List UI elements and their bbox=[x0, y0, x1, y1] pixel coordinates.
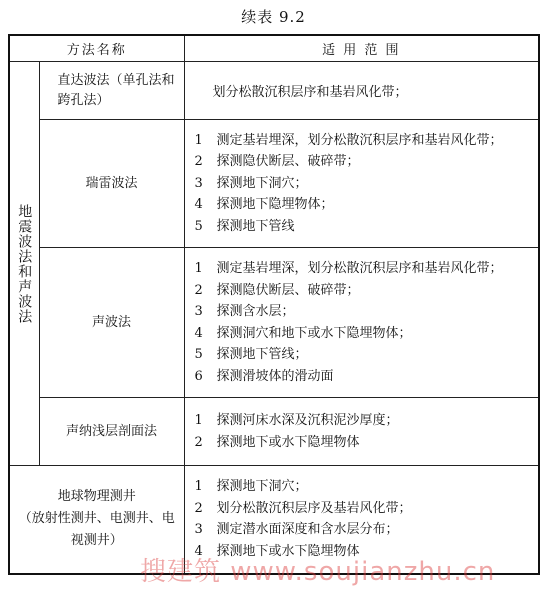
methods-table bbox=[8, 34, 540, 575]
header-method: 方法名称 bbox=[9, 35, 184, 62]
use-line: 4 探测地下隐埋物体； bbox=[194, 197, 334, 213]
uses-cell bbox=[184, 120, 539, 248]
use-line: 1 探测地下洞穴； bbox=[194, 479, 308, 495]
use-line: 1 探测河床水深及沉积泥沙厚度； bbox=[194, 413, 399, 428]
use-line: 3 测定潜水面深度和含水层分布； bbox=[194, 522, 399, 538]
geo-method-cell bbox=[9, 466, 184, 574]
uses-cell bbox=[184, 248, 539, 398]
method-name: 瑞雷波法 bbox=[39, 120, 184, 248]
group-label: 地震波法和声波法 bbox=[9, 62, 39, 466]
uses-cell bbox=[184, 398, 539, 466]
use-line: 1 测定基岩埋深，划分松散沉积层序和基岩风化带； bbox=[194, 132, 503, 148]
use-line: 2 探测地下或水下隐埋物体 bbox=[194, 434, 360, 450]
use-line: 2 探测隐伏断层、破碎带； bbox=[194, 282, 360, 298]
method-name: 直达波法（单孔法和跨孔法） bbox=[39, 62, 184, 120]
use-line: 3 探测地下洞穴； bbox=[194, 175, 308, 191]
uses-cell bbox=[184, 466, 539, 574]
watermark: 搜建筑 www.soujianzhu.cn bbox=[140, 557, 496, 587]
method-name: 地球物理测井 bbox=[57, 489, 136, 505]
table-caption: 续表 9.2 bbox=[241, 8, 306, 26]
header-row bbox=[9, 35, 539, 62]
use-line: 4 探测洞穴和地下或水下隐埋物体； bbox=[194, 325, 412, 341]
table-row bbox=[9, 62, 539, 120]
use-line: 3 探测含水层； bbox=[194, 304, 295, 319]
use-line: 2 划分松散沉积层序及基岩风化带； bbox=[194, 500, 412, 516]
table-row bbox=[9, 120, 539, 248]
method-name: 声波法 bbox=[39, 248, 184, 398]
table-row bbox=[9, 398, 539, 466]
method-name: 声纳浅层剖面法 bbox=[39, 398, 184, 466]
use-line: 划分松散沉积层序和基岩风化带； bbox=[184, 62, 539, 120]
use-line: 5 探测地下管线； bbox=[194, 347, 308, 362]
table-row bbox=[9, 466, 539, 574]
method-subtitle: （放射性测井、电测井、电视测井） bbox=[18, 511, 175, 549]
use-line: 1 测定基岩埋深，划分松散沉积层序和基岩风化带； bbox=[194, 261, 503, 276]
use-line: 6 探测滑坡体的滑动面 bbox=[194, 368, 334, 384]
use-line: 2 探测隐伏断层、破碎带； bbox=[194, 154, 360, 170]
use-line: 4 探测地下或水下隐埋物体 bbox=[194, 543, 360, 559]
header-scope: 适 用 范 围 bbox=[184, 35, 539, 62]
use-line: 5 探测地下管线 bbox=[194, 218, 295, 234]
table-row bbox=[9, 248, 539, 398]
